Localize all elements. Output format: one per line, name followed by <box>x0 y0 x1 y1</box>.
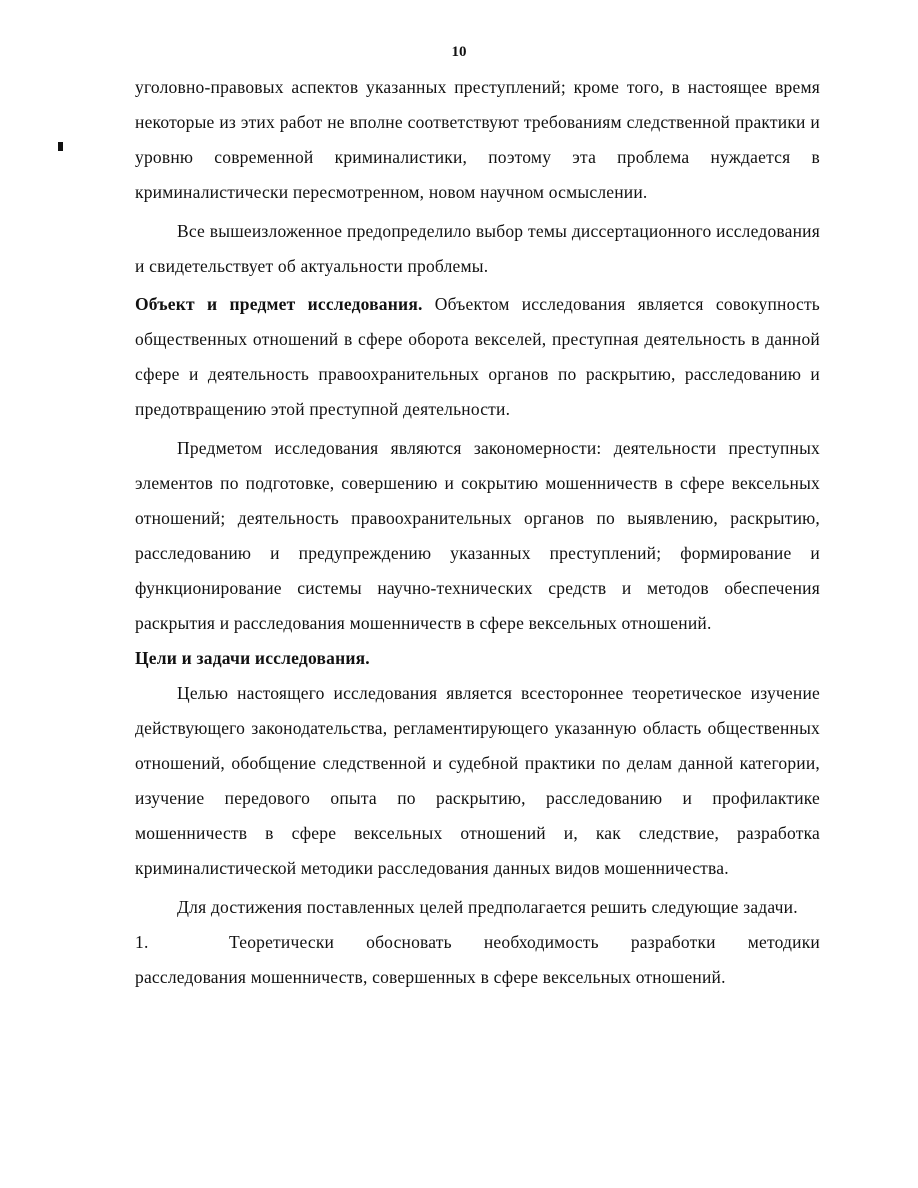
paragraph-continuation: уголовно-правовых аспектов указанных преступлений; кроме того, в настоящее время некоторые из этих работ не вполне соответствуют требованиям следственной практики и уровню современной криминалистики, поэтому эта проблема нуждается в криминалистически пересмотренном, новом научном осмыслении. <box>135 77 820 202</box>
task-item-text: Теоретически обосновать необходимость разработки методики расследования мошенничеств, совершенных в сфере вексельных отношений. <box>135 932 820 987</box>
paragraph-subject: Предметом исследования являются закономерности: деятельности преступных элементов по подготовке, совершению и сокрытию мошенничеств в сфере вексельных отношений; деятельность правоохранительных органов по выявлению, раскрытию, расследованию и предупреждению указанных преступлений; формирование и функционирование системы научно-технических средств и методов обеспечения раскрытия и расследования мошенничеств в сфере вексельных отношений. <box>135 438 820 633</box>
document-body <box>135 70 820 995</box>
page-number: 10 <box>451 44 467 60</box>
task-item-number: 1. <box>135 932 149 952</box>
heading-object-subject: Объект и предмет исследования. <box>135 294 423 314</box>
margin-mark <box>58 142 63 151</box>
paragraph-relevance: Все вышеизложенное предопределило выбор темы диссертационного исследования и свидетельствует об актуальности проблемы. <box>135 221 820 276</box>
heading-goals-tasks: Цели и задачи исследования. <box>135 648 370 668</box>
task-item-1 <box>135 925 820 995</box>
paragraph-object-subject <box>135 287 820 427</box>
paragraph-goals: Целью настоящего исследования является всестороннее теоретическое изучение действующего законодательства, регламентирующего указанную область общественных отношений, обобщение следственной и судебной практики по делам данной категории, изучение передового опыта по раскрытию, расследованию и профилактике мошенничеств в сфере вексельных отношений и, как следствие, разработка криминалистической методики расследования данных видов мошенничества. <box>135 683 820 878</box>
object-subject-text: Объектом исследования является совокупность общественных отношений в сфере оборота векселей, преступная деятельность в данной сфере и деятельность правоохранительных органов по раскрытию, расследованию и предотвращению этой преступной деятельности. <box>135 294 820 419</box>
paragraph-tasks-intro: Для достижения поставленных целей предполагается решить следующие задачи. <box>177 897 798 917</box>
